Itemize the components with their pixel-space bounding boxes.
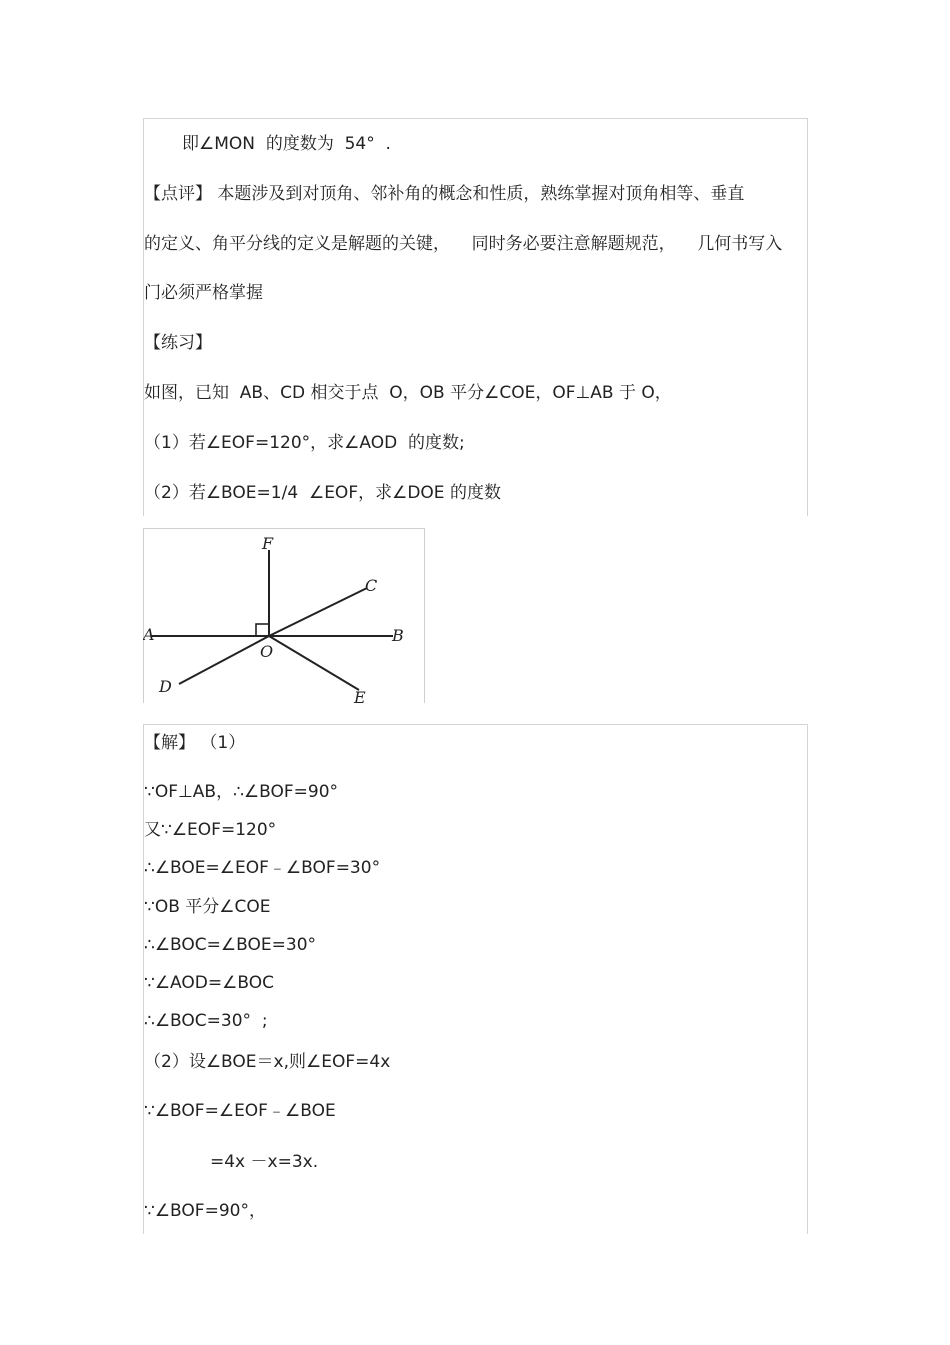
ray-OD [179,636,269,684]
ray-OE [269,636,359,690]
right-angle-mark [256,624,269,636]
comment-line-3: 门必须严格掌握 [144,283,263,303]
solution-heading: 【解】 （1） [144,733,246,753]
part2-step-3: ∵∠BOF=90°， [144,1201,266,1221]
answer-line: 即∠MON 的度数为 54° . [182,134,391,154]
question-1: （1）若∠EOF=120°，求∠AOD 的度数; [144,433,465,453]
label-O: O [260,642,274,661]
label-D: D [159,677,172,696]
comment-line-1: 【点评】 本题涉及到对顶角、邻补角的概念和性质，熟练掌握对顶角相等、垂直 [144,184,745,204]
part2-step-2: =4x －x=3x. [210,1152,319,1172]
upper-text-panel [143,118,808,516]
solution-step-1: ∵OF⊥AB，∴∠BOF=90° [144,782,339,802]
label-F: F [262,534,274,553]
part2-step-1: ∵∠BOF=∠EOF﹣∠BOE [144,1101,336,1121]
solution-step-5: ∴∠BOC=∠BOE=30° [144,935,317,955]
part2-setup: （2）设∠BOE＝x,则∠EOF=4x [144,1052,391,1072]
solution-step-7: ∴∠BOC=30° ; [144,1011,268,1031]
figure-diagram [143,528,425,703]
comment-line-2: 的定义、角平分线的定义是解题的关键， 同时务必要注意解题规范， 几何书写入 [144,234,783,254]
question-2: （2）若∠BOE=1/4 ∠EOF，求∠DOE 的度数 [144,483,501,503]
problem-statement: 如图，已知 AB、CD 相交于点 O，OB 平分∠COE，OF⊥AB 于 O， [144,383,672,403]
exercise-title: 【练习】 [144,333,212,353]
ray-OC [269,588,367,636]
solution-step-6: ∵∠AOD=∠BOC [144,973,274,993]
label-A: A [143,625,155,644]
label-C: C [365,576,378,595]
geometry-figure [143,528,425,703]
solution-step-2: 又∵∠EOF=120° [144,820,277,840]
solution-step-3: ∴∠BOE=∠EOF﹣∠BOF=30° [144,858,381,878]
label-E: E [354,688,366,703]
label-B: B [392,626,404,645]
solution-step-4: ∵OB 平分∠COE [144,897,271,917]
